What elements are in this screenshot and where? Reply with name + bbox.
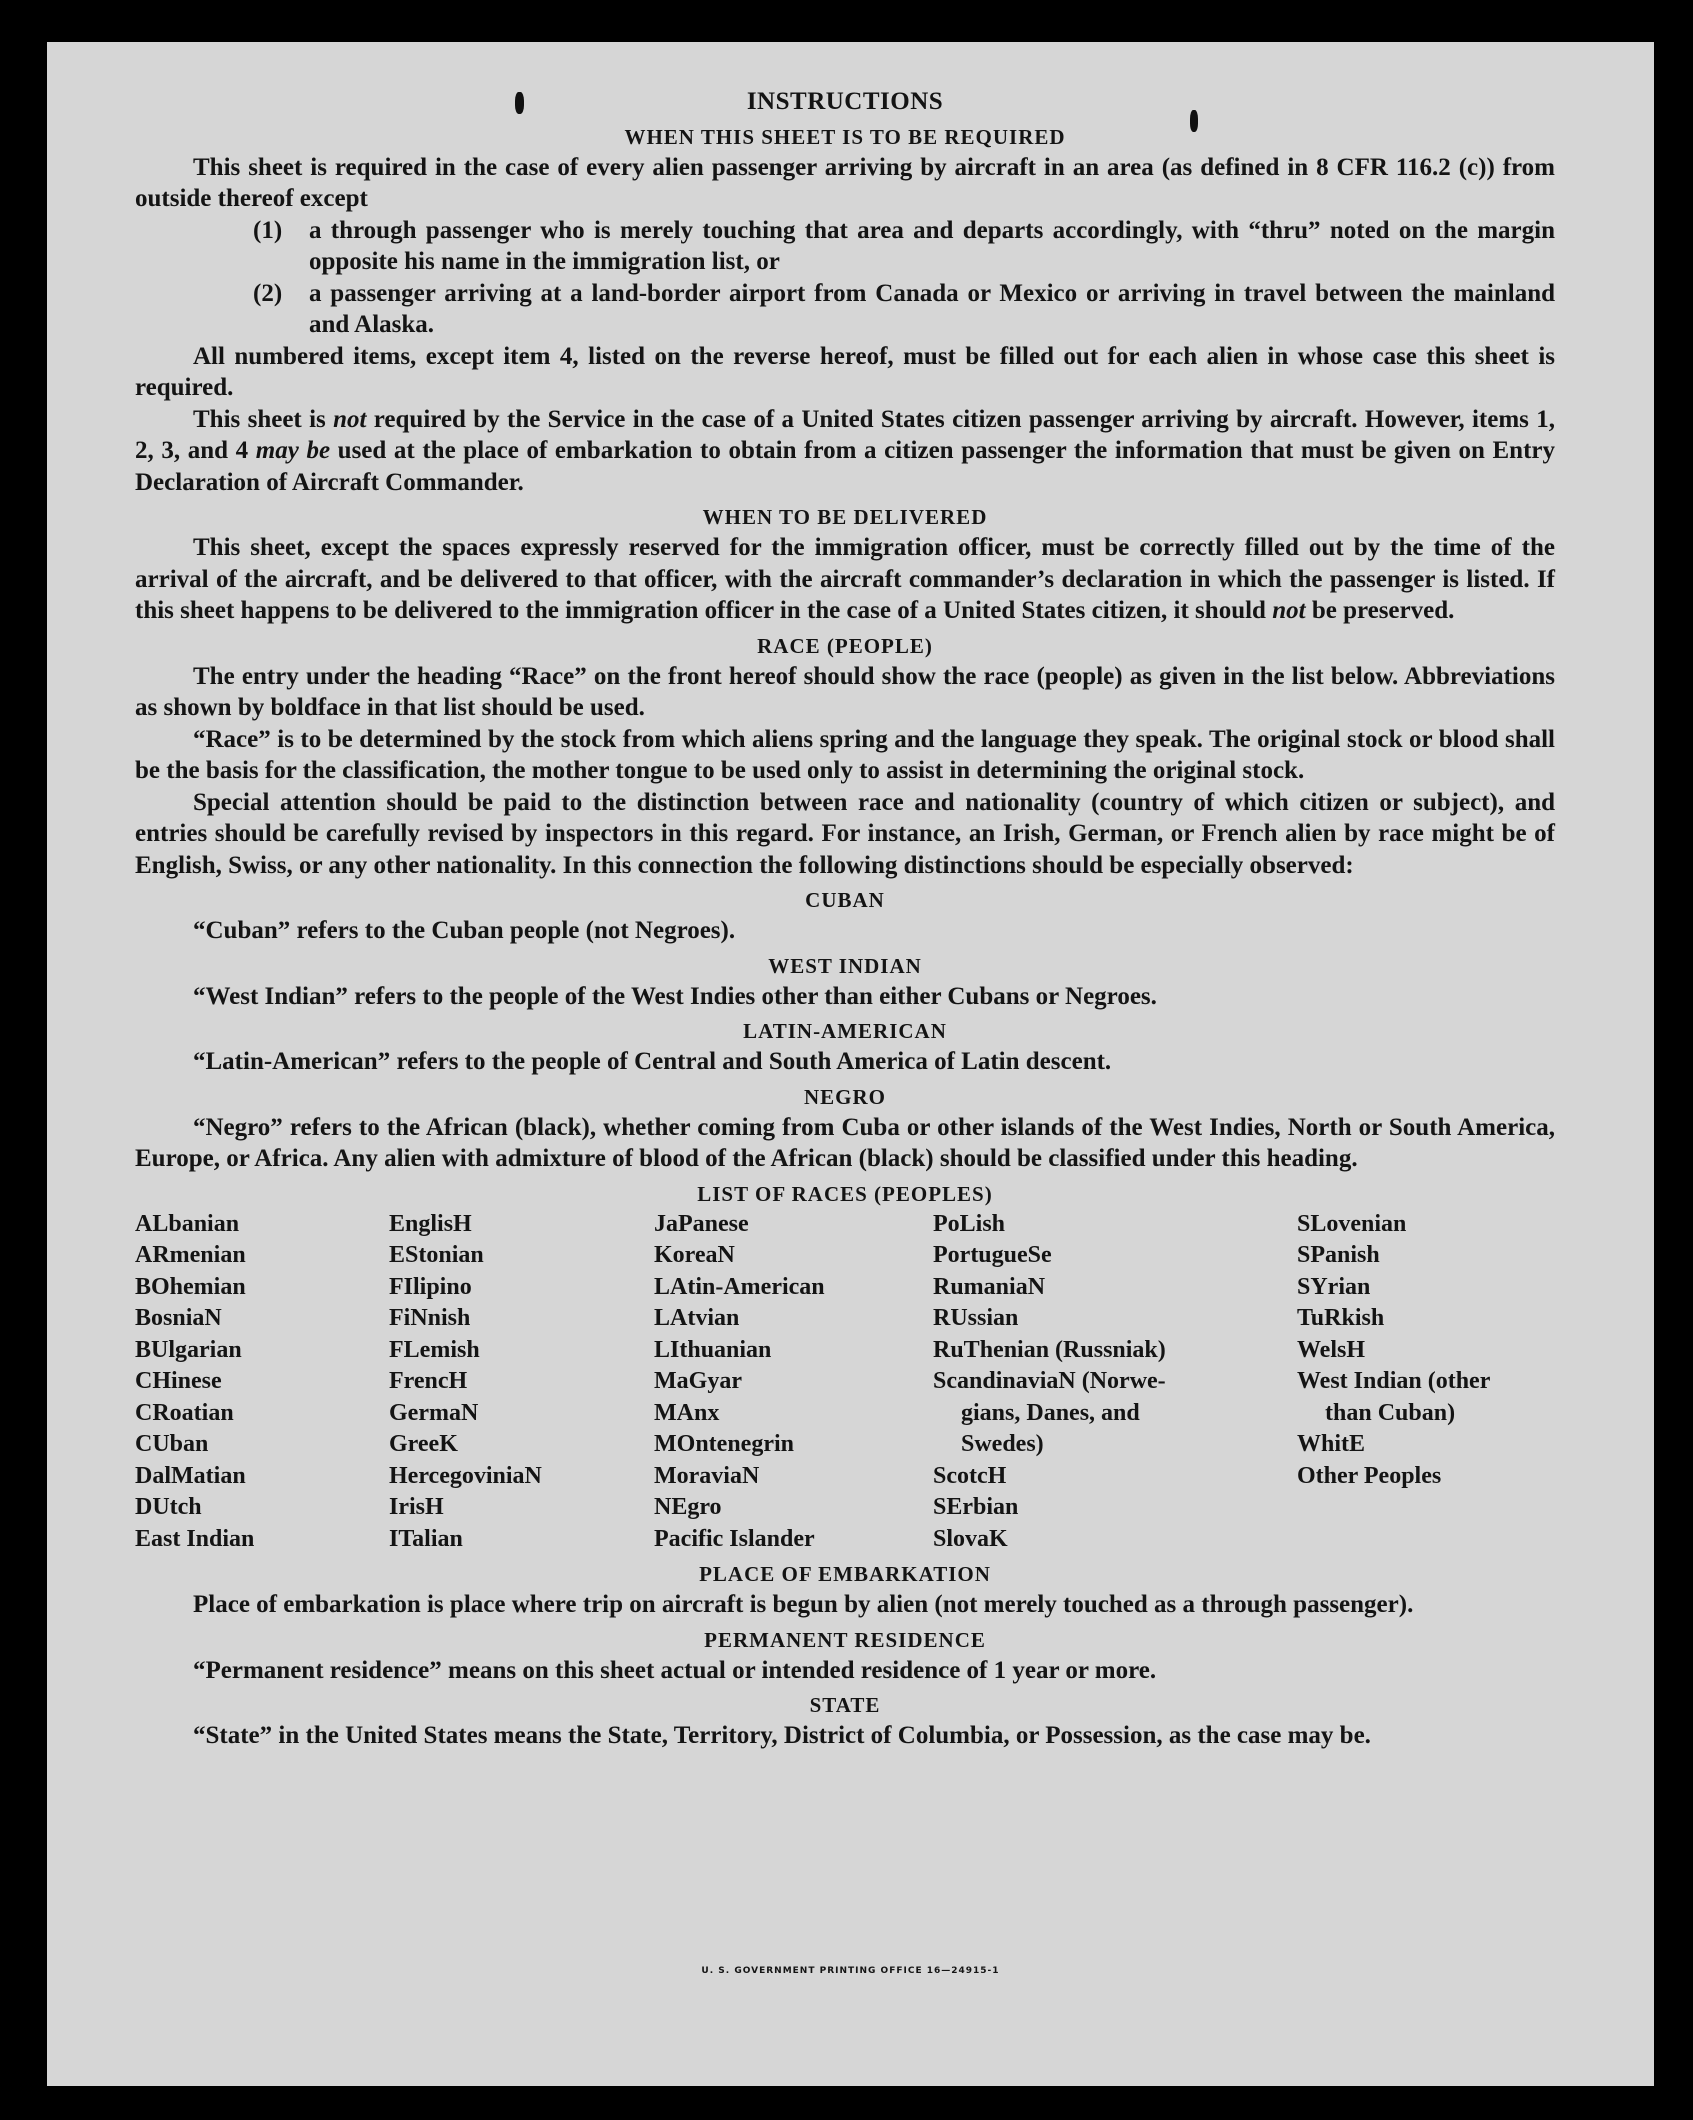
race-item: West Indian (other (1297, 1368, 1491, 1394)
exception-text-2: a passenger arriving at a land-border airport from Canada or Mexico or arriving in travel between the mainland and Alaska. (309, 279, 1555, 338)
heading-place-of-embarkation: PLACE OF EMBARKATION (699, 1562, 991, 1586)
races-column-2 (389, 1209, 654, 1556)
race-item: BUlgarian (135, 1336, 242, 1363)
para-citizen-text-c: used at the place of embarkation to obtain from a citizen passenger the information that must be given on Entry Declaration of Aircraft Commander. (135, 437, 1556, 496)
race-item: MaGyar (654, 1368, 742, 1394)
race-item: SErbian (933, 1494, 1019, 1520)
race-item: SPanish (1297, 1242, 1380, 1268)
race-item: IrisH (389, 1494, 444, 1520)
race-item: WhitE (1297, 1431, 1366, 1457)
race-item: WelsH (1297, 1336, 1366, 1363)
race-item: FiNnish (389, 1305, 471, 1331)
race-item: CHinese (135, 1368, 222, 1394)
para-citizen-text-a: This sheet is (193, 405, 334, 433)
race-item: FIlipino (389, 1273, 472, 1300)
race-item: MoraviaN (654, 1462, 760, 1489)
race-item: MOntenegrin (654, 1431, 794, 1457)
race-item: ARmenian (135, 1242, 246, 1268)
race-item: LAtvian (654, 1305, 740, 1331)
race-item-continuation: Swedes) (961, 1431, 1044, 1457)
para-citizen-passenger (135, 404, 1555, 499)
exception-number-1: (1) (253, 216, 283, 244)
race-item: ScotcH (933, 1462, 1007, 1489)
race-item: TuRkish (1297, 1305, 1385, 1331)
races-list (135, 1209, 1555, 1556)
exception-number-2: (2) (253, 279, 283, 307)
exception-item-2 (135, 278, 1555, 341)
document-content (135, 86, 1555, 1752)
race-item: BosniaN (135, 1305, 222, 1331)
race-item: EnglisH (389, 1210, 472, 1237)
race-item: FLemish (389, 1336, 480, 1363)
race-item: LAtin-American (654, 1273, 825, 1300)
heading-cuban: CUBAN (805, 888, 885, 912)
race-item: CUban (135, 1431, 209, 1457)
race-item-continuation: than Cuban) (1325, 1399, 1456, 1426)
race-item: RUssian (933, 1305, 1019, 1331)
para-west-indian: “West Indian” refers to the people of the West Indies other than either Cubans or Negroes. (193, 982, 1157, 1010)
printer-imprint: U. S. GOVERNMENT PRINTING OFFICE 16—24915-1 (701, 1966, 1000, 1976)
races-column-1 (135, 1209, 389, 1556)
race-item: FrencH (389, 1368, 468, 1394)
race-item: Pacific Islander (654, 1525, 815, 1552)
race-item: SlovaK (933, 1525, 1008, 1552)
heading-race: RACE (PEOPLE) (757, 633, 933, 658)
document-page (47, 42, 1654, 2086)
race-item: CRoatian (135, 1399, 234, 1426)
para-required-intro: This sheet is required in the case of every alien passenger arriving by aircraft in an area (as defined in 8 CFR 116.2 (c)) from outside thereof except (135, 153, 1555, 212)
race-item: LIthuanian (654, 1336, 772, 1363)
heading-latin-american: LATIN-AMERICAN (743, 1019, 947, 1043)
para-delivery-text-a: This sheet, except the spaces expressly reserved for the immigration officer, must be correctly filled out by the time of the arrival of the aircraft, and be delivered to that officer, with the aircraft commander’s declaration in which the passenger is listed. If this sheet happens to be delivered to the immigration officer in the case of a United States citizen, it should (135, 534, 1555, 624)
race-item: KoreaN (654, 1242, 735, 1268)
race-item: ScandinaviaN (Norwe- (933, 1368, 1166, 1394)
heading-when-delivered: WHEN TO BE DELIVERED (702, 505, 988, 529)
race-item: JaPanese (654, 1210, 749, 1237)
document-title: INSTRUCTIONS (746, 88, 944, 115)
para-citizen-emphasis-may-be: may be (255, 437, 331, 464)
para-cuban: “Cuban” refers to the Cuban people (not Negroes). (193, 917, 736, 944)
race-item: NEgro (654, 1494, 722, 1520)
para-delivery-emphasis-not: not (1272, 597, 1306, 624)
races-column-5 (1297, 1209, 1555, 1556)
para-negro: “Negro” refers to the African (black), whether coming from Cuba or other islands of the West Indies, North or South America, Europe, or Africa. Any alien with admixture of blood of the African (black) should be classified under this heading. (135, 1113, 1555, 1172)
race-item: PortugueSe (933, 1242, 1052, 1268)
race-item: East Indian (135, 1525, 255, 1552)
exception-text-1: a through passenger who is merely touching that area and departs accordingly, with “thru” noted on the margin opposite his name in the immigration list, or (309, 216, 1555, 275)
race-item: GermaN (389, 1399, 479, 1426)
race-item: HercegoviniaN (389, 1462, 542, 1489)
para-race-nationality: Special attention should be paid to the distinction between race and nationality (country of which citizen or subject), and entries should be carefully revised by inspectors in this regard. For instance, an Irish, German, or French alien by race might be of English, Swiss, or any other nationality. In this connection the following distinctions should be especially observed: (135, 788, 1555, 879)
race-item: RumaniaN (933, 1273, 1046, 1300)
para-delivery (135, 532, 1555, 627)
para-permanent-residence: “Permanent residence” means on this sheet actual or intended residence of 1 year or more. (193, 1656, 1157, 1684)
para-citizen-text-b: required by the Service in the case of a United States citizen passenger arriving by aircraft. However, items 1, 2, 3, and 4 (135, 405, 1555, 464)
para-numbered-items: All numbered items, except item 4, listed on the reverse hereof, must be filled out for each alien in whose case this sheet is required. (135, 342, 1555, 401)
heading-negro: NEGRO (803, 1084, 886, 1109)
exception-item-1 (135, 215, 1555, 278)
race-item: Other Peoples (1297, 1462, 1442, 1489)
race-item: PoLish (933, 1210, 1006, 1237)
heading-state: STATE (809, 1693, 881, 1717)
race-item: GreeK (389, 1431, 458, 1457)
para-race-determination: “Race” is to be determined by the stock from which aliens spring and the language they speak. The original stock or blood shall be the basis for the classification, the mother tongue to be used only to assist in determining the original stock. (135, 725, 1555, 784)
heading-list-of-races: LIST OF RACES (PEOPLES) (697, 1181, 993, 1206)
heading-west-indian: WEST INDIAN (768, 953, 922, 978)
race-item: BOhemian (135, 1273, 246, 1300)
race-item-continuation: gians, Danes, and (961, 1399, 1140, 1426)
race-item: ALbanian (135, 1210, 240, 1237)
para-place-of-embarkation: Place of embarkation is place where trip on aircraft is begun by alien (not merely touched as a through passenger). (193, 1591, 1414, 1618)
races-column-3 (654, 1209, 933, 1556)
race-item: DUtch (135, 1494, 202, 1520)
heading-when-required: WHEN THIS SHEET IS TO BE REQUIRED (624, 124, 1066, 149)
para-citizen-emphasis-not: not (333, 405, 367, 433)
para-state: “State” in the United States means the State, Territory, District of Columbia, or Possession, as the case may be. (193, 1722, 1371, 1749)
race-item: EStonian (389, 1242, 484, 1268)
race-item: RuThenian (Russniak) (933, 1336, 1166, 1363)
race-item: DalMatian (135, 1462, 246, 1489)
race-item: SLovenian (1297, 1210, 1407, 1237)
heading-permanent-residence: PERMANENT RESIDENCE (704, 1627, 986, 1652)
race-item: MAnx (654, 1399, 720, 1426)
para-race-entry: The entry under the heading “Race” on the front hereof should show the race (people) as given in the list below. Abbreviations as shown by boldface in that list should be used. (135, 662, 1555, 721)
races-column-4 (933, 1209, 1297, 1556)
para-delivery-text-b: be preserved. (1305, 597, 1455, 624)
para-latin-american: “Latin-American” refers to the people of Central and South America of Latin descent. (193, 1048, 1112, 1075)
race-item: ITalian (389, 1525, 463, 1552)
race-item: SYrian (1297, 1273, 1371, 1300)
